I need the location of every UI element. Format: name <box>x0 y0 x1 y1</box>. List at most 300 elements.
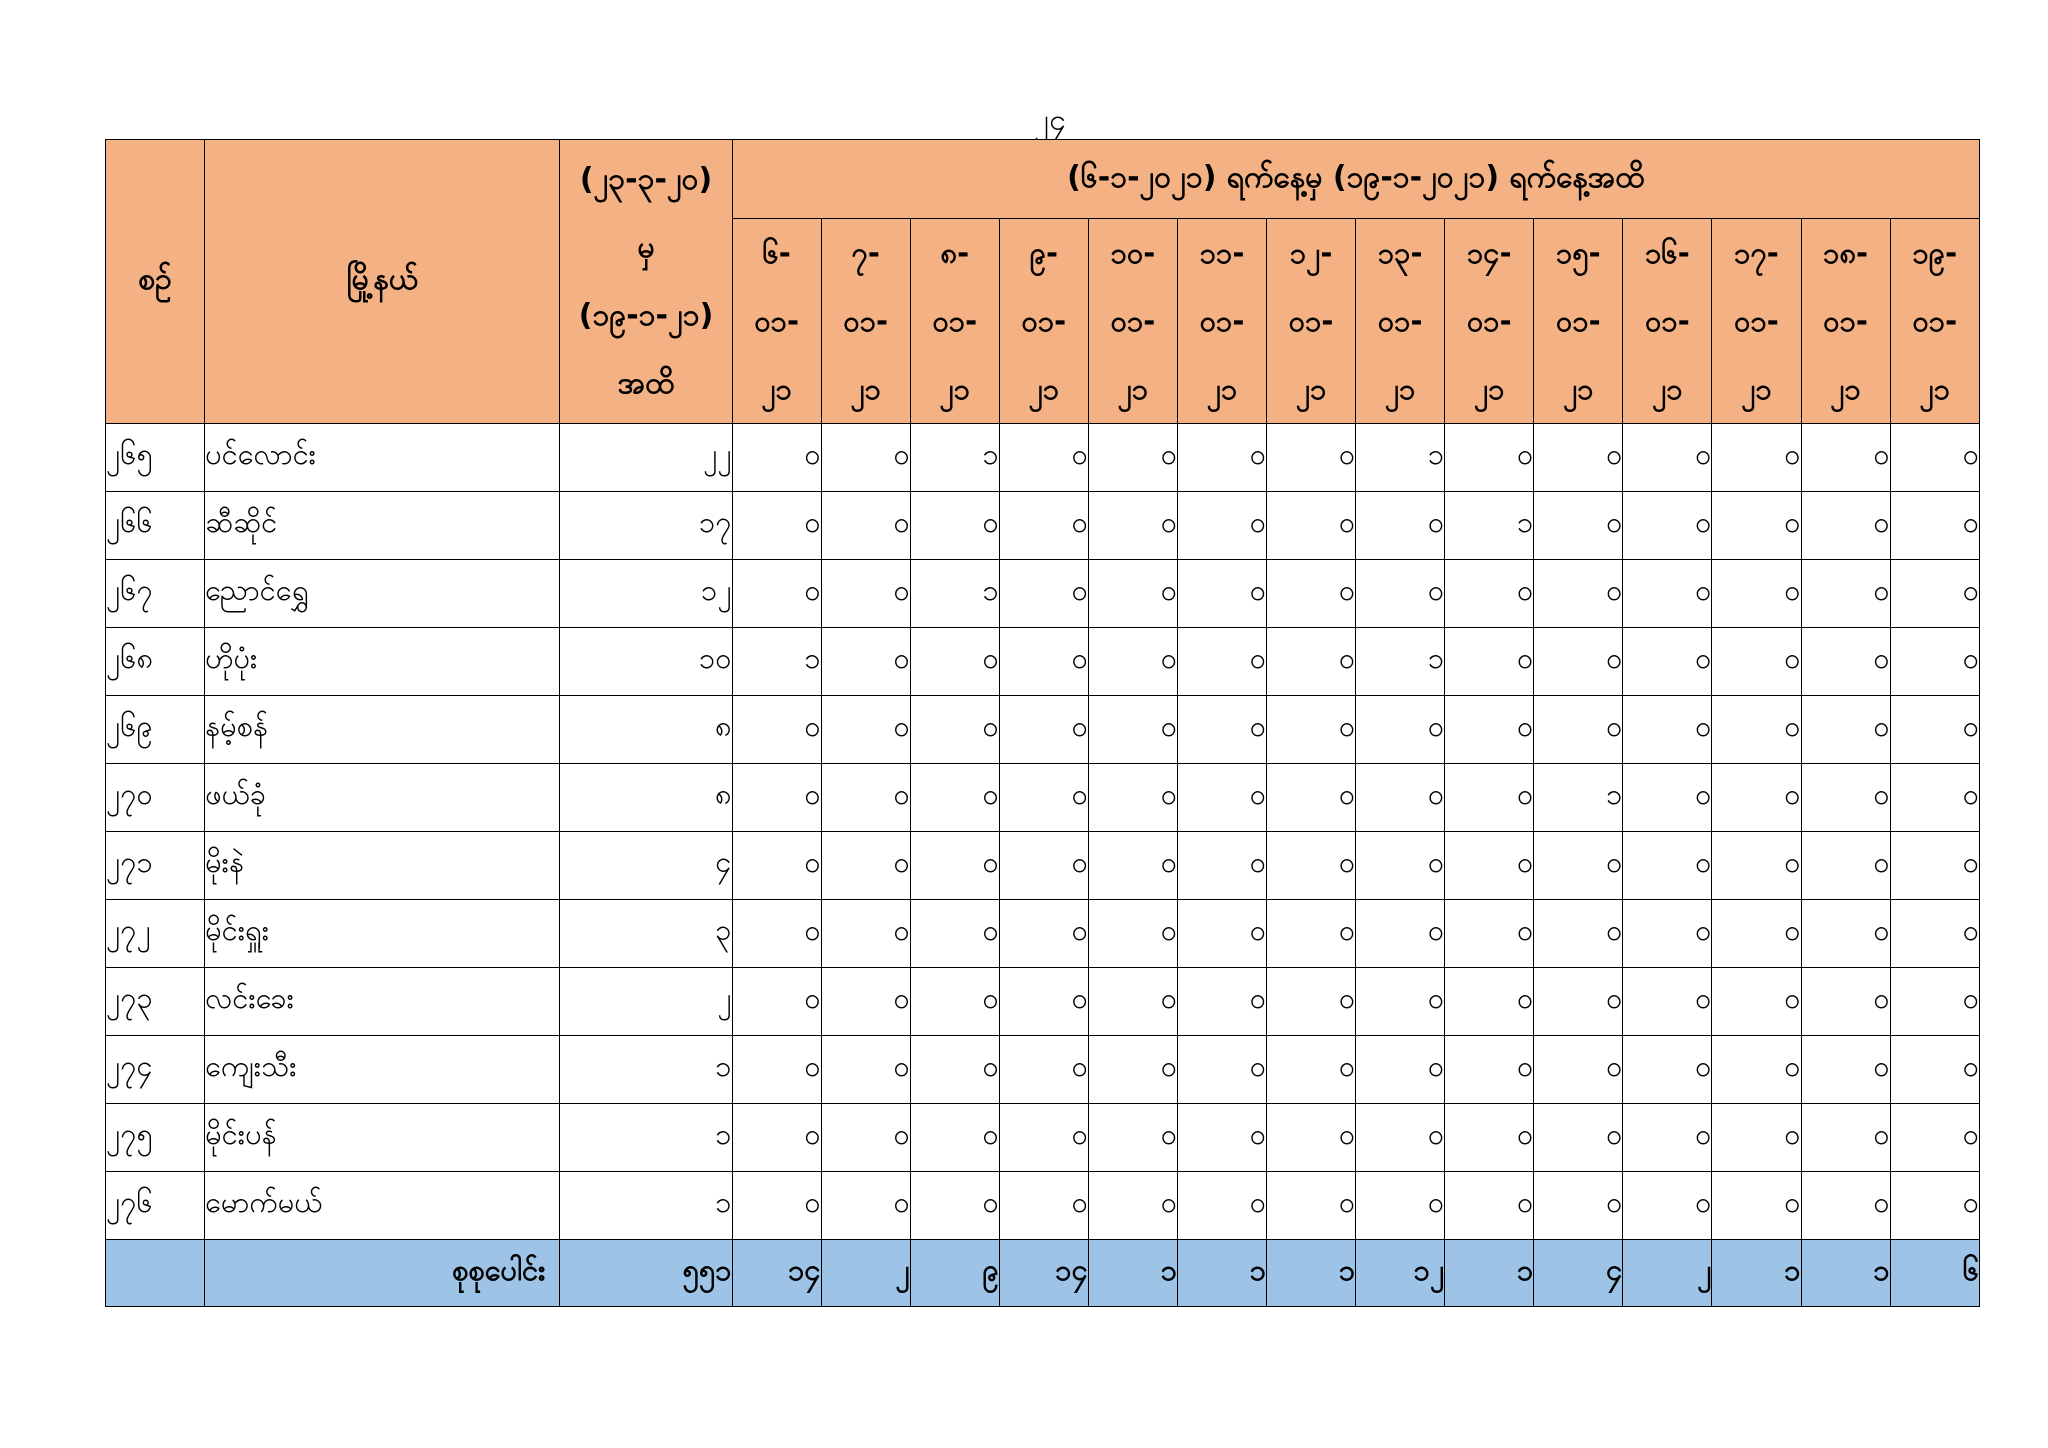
header-date-1 <box>821 219 910 424</box>
day-count-cell: ၀ <box>910 764 999 832</box>
day-count-cell: ၀ <box>821 900 910 968</box>
day-count-cell: ၀ <box>1801 1036 1890 1104</box>
day-count-cell: ၀ <box>1356 900 1445 968</box>
header-date-part: ၁၉- <box>1912 236 1958 270</box>
day-count-cell: ၀ <box>1801 492 1890 560</box>
day-count-cell: ၀ <box>1178 560 1267 628</box>
day-count-cell: ၀ <box>1534 1172 1623 1240</box>
totals-day-cell: ၁၂ <box>1356 1240 1445 1307</box>
day-count-cell: ၀ <box>999 832 1088 900</box>
day-count-cell: ၀ <box>1178 492 1267 560</box>
cumulative-cell: ၁ <box>560 1104 732 1172</box>
day-count-cell: ၀ <box>1445 1104 1534 1172</box>
header-date-part: ၂၁ <box>1295 372 1327 406</box>
header-date-part: ၀၁- <box>1556 304 1601 338</box>
header-date-part: ၀၁- <box>1466 304 1512 338</box>
day-count-cell: ၀ <box>1267 628 1356 696</box>
header-township: မြို့နယ် <box>205 140 560 424</box>
day-count-cell: ၀ <box>1801 764 1890 832</box>
day-count-cell: ၀ <box>999 1104 1088 1172</box>
day-count-cell: ၀ <box>1623 1036 1712 1104</box>
day-count-cell: ၀ <box>1445 764 1534 832</box>
serial-cell: ၂၆၉ <box>106 696 205 764</box>
day-count-cell: ၀ <box>732 1172 821 1240</box>
header-date-4 <box>1088 219 1177 424</box>
day-count-cell: ၀ <box>1445 1036 1534 1104</box>
cumulative-cell: ၂၂ <box>560 424 732 492</box>
table-row <box>106 764 1980 832</box>
day-count-cell: ၀ <box>1445 628 1534 696</box>
day-count-cell: ၀ <box>821 628 910 696</box>
table-row <box>106 628 1980 696</box>
totals-day-cell: ၁ <box>1088 1240 1177 1307</box>
header-date-part: ၀၁- <box>1199 304 1245 338</box>
township-cell: ကျေးသီး <box>205 1036 560 1104</box>
cumulative-cell: ၁၇ <box>560 492 732 560</box>
day-count-cell: ၀ <box>1445 900 1534 968</box>
header-date-7 <box>1356 219 1445 424</box>
day-count-cell: ၀ <box>1088 696 1177 764</box>
header-date-part: ၀၁- <box>1912 304 1958 338</box>
day-count-cell: ၀ <box>821 424 910 492</box>
totals-cumulative: ၅၅၁ <box>560 1240 732 1307</box>
day-count-cell: ၀ <box>1356 492 1445 560</box>
header-date-part: ၁၈- <box>1823 236 1869 270</box>
cases-table <box>105 139 1980 1307</box>
day-count-cell: ၀ <box>1178 832 1267 900</box>
header-cumulative <box>560 140 732 424</box>
day-count-cell: ၀ <box>999 560 1088 628</box>
day-count-cell: ၀ <box>1623 560 1712 628</box>
totals-day-cell: ၂ <box>821 1240 910 1307</box>
day-count-cell: ၀ <box>1534 1036 1623 1104</box>
day-count-cell: ၁ <box>1356 424 1445 492</box>
header-date-13 <box>1890 219 1979 424</box>
table-row <box>106 492 1980 560</box>
header-date-11 <box>1712 219 1801 424</box>
table-row <box>106 1104 1980 1172</box>
totals-day-cell: ၁ <box>1801 1240 1890 1307</box>
day-count-cell: ၀ <box>1534 968 1623 1036</box>
table-row <box>106 696 1980 764</box>
day-count-cell: ၀ <box>1623 832 1712 900</box>
cumulative-cell: ၁ <box>560 1172 732 1240</box>
header-date-part: ၂၁ <box>1117 372 1149 406</box>
day-count-cell: ၀ <box>732 424 821 492</box>
day-count-cell: ၀ <box>1801 696 1890 764</box>
totals-day-cell: ၉ <box>910 1240 999 1307</box>
header-date-part: ၀၁- <box>1734 304 1779 338</box>
header-date-5 <box>1178 219 1267 424</box>
header-date-part: ၉- <box>1029 236 1059 270</box>
day-count-cell: ၀ <box>821 968 910 1036</box>
header-date-part: ၀၁- <box>1110 304 1156 338</box>
day-count-cell: ၀ <box>1623 764 1712 832</box>
day-count-cell: ၀ <box>821 764 910 832</box>
day-count-cell: ၀ <box>1356 560 1445 628</box>
page-number: ၂၄ <box>1034 103 1066 138</box>
day-count-cell: ၀ <box>999 900 1088 968</box>
cumulative-cell: ၁၂ <box>560 560 732 628</box>
day-count-cell: ၀ <box>1445 424 1534 492</box>
day-count-cell: ၀ <box>999 764 1088 832</box>
day-count-cell: ၀ <box>732 492 821 560</box>
header-date-part: ၂၁ <box>761 372 792 406</box>
day-count-cell: ၀ <box>1712 560 1801 628</box>
day-count-cell: ၀ <box>999 696 1088 764</box>
day-count-cell: ၀ <box>1890 900 1979 968</box>
serial-cell: ၂၆၈ <box>106 628 205 696</box>
day-count-cell: ၀ <box>732 968 821 1036</box>
day-count-cell: ၀ <box>1534 424 1623 492</box>
day-count-cell: ၀ <box>1623 628 1712 696</box>
day-count-cell: ၀ <box>1088 628 1177 696</box>
day-count-cell: ၁ <box>910 560 999 628</box>
header-date-part: ၀၁- <box>1377 304 1423 338</box>
day-count-cell: ၀ <box>1445 696 1534 764</box>
day-count-cell: ၀ <box>1801 900 1890 968</box>
day-count-cell: ၀ <box>1267 1172 1356 1240</box>
day-count-cell: ၀ <box>821 492 910 560</box>
day-count-cell: ၀ <box>1890 764 1979 832</box>
day-count-cell: ၀ <box>1623 1104 1712 1172</box>
cumulative-cell: ၁ <box>560 1036 732 1104</box>
header-date-8 <box>1445 219 1534 424</box>
header-date-part: ၆- <box>762 236 791 270</box>
day-count-cell: ၀ <box>1534 492 1623 560</box>
cumulative-cell: ၁၀ <box>560 628 732 696</box>
header-date-part: ၂၁ <box>1206 372 1238 406</box>
day-count-cell: ၀ <box>910 492 999 560</box>
day-count-cell: ၀ <box>1088 424 1177 492</box>
serial-cell: ၂၇၄ <box>106 1036 205 1104</box>
day-count-cell: ၀ <box>1534 628 1623 696</box>
header-date-part: ၀၁- <box>1021 304 1067 338</box>
township-cell: မိုင်းပန် <box>205 1104 560 1172</box>
totals-day-cell: ၁ <box>1712 1240 1801 1307</box>
day-count-cell: ၀ <box>1712 832 1801 900</box>
day-count-cell: ၀ <box>1088 900 1177 968</box>
day-count-cell: ၀ <box>1356 1104 1445 1172</box>
header-date-part: ၂၁ <box>1919 372 1951 406</box>
day-count-cell: ၀ <box>910 900 999 968</box>
day-count-cell: ၀ <box>732 1104 821 1172</box>
header-date-9 <box>1534 219 1623 424</box>
table-row <box>106 900 1980 968</box>
serial-cell: ၂၇၀ <box>106 764 205 832</box>
header-date-6 <box>1267 219 1356 424</box>
header-date-10 <box>1623 219 1712 424</box>
table-row <box>106 560 1980 628</box>
day-count-cell: ၀ <box>910 1172 999 1240</box>
header-date-part: ၂၁ <box>1384 372 1416 406</box>
day-count-cell: ၀ <box>1801 560 1890 628</box>
header-date-part: ၁၃- <box>1377 236 1423 270</box>
day-count-cell: ၀ <box>1623 900 1712 968</box>
day-count-cell: ၀ <box>1356 696 1445 764</box>
day-count-cell: ၀ <box>821 696 910 764</box>
day-count-cell: ၀ <box>1890 492 1979 560</box>
table-row <box>106 968 1980 1036</box>
day-count-cell: ၀ <box>1178 696 1267 764</box>
township-cell: ပင်လောင်း <box>205 424 560 492</box>
day-count-cell: ၀ <box>1178 764 1267 832</box>
table-body <box>106 424 1980 1307</box>
day-count-cell: ၀ <box>1088 560 1177 628</box>
day-count-cell: ၀ <box>1623 696 1712 764</box>
township-cell: နမ့်စန် <box>205 696 560 764</box>
day-count-cell: ၀ <box>999 1172 1088 1240</box>
header-date-part: ၂၁ <box>1028 372 1060 406</box>
header-date-part: ၁၄- <box>1466 236 1512 270</box>
day-count-cell: ၀ <box>1712 628 1801 696</box>
totals-day-cell: ၁ <box>1445 1240 1534 1307</box>
day-count-cell: ၀ <box>1356 764 1445 832</box>
day-count-cell: ၀ <box>1534 560 1623 628</box>
header-date-part: ၀၁- <box>932 304 978 338</box>
day-count-cell: ၀ <box>1890 628 1979 696</box>
totals-label: စုစုပေါင်း <box>205 1240 560 1307</box>
day-count-cell: ၀ <box>732 696 821 764</box>
day-count-cell: ၀ <box>1356 1172 1445 1240</box>
day-count-cell: ၀ <box>732 1036 821 1104</box>
serial-cell: ၂၇၂ <box>106 900 205 968</box>
day-count-cell: ၀ <box>1267 424 1356 492</box>
header-date-0 <box>732 219 821 424</box>
table-row <box>106 424 1980 492</box>
header-date-part: ၂၁ <box>1563 372 1594 406</box>
day-count-cell: ၀ <box>1890 832 1979 900</box>
header-date-part: ၂၁ <box>1741 372 1772 406</box>
township-cell: မိုင်းရှူး <box>205 900 560 968</box>
day-count-cell: ၀ <box>1178 424 1267 492</box>
totals-day-cell: ၁ <box>1267 1240 1356 1307</box>
day-count-cell: ၀ <box>1712 1104 1801 1172</box>
serial-cell: ၂၇၆ <box>106 1172 205 1240</box>
township-cell: ဆီဆိုင် <box>205 492 560 560</box>
day-count-cell: ၀ <box>1267 1036 1356 1104</box>
header-date-range: (၆-၁-၂၀၂၁) ရက်နေ့မှ (၁၉-၁-၂၀၂၁) ရက်နေ့အထိ <box>732 140 1979 219</box>
day-count-cell: ၁ <box>1356 628 1445 696</box>
day-count-cell: ၀ <box>1801 1172 1890 1240</box>
day-count-cell: ၀ <box>1534 832 1623 900</box>
day-count-cell: ၀ <box>1534 900 1623 968</box>
day-count-cell: ၀ <box>1267 968 1356 1036</box>
day-count-cell: ၀ <box>1356 832 1445 900</box>
day-count-cell: ၀ <box>1712 968 1801 1036</box>
day-count-cell: ၀ <box>999 424 1088 492</box>
totals-day-cell: ၄ <box>1534 1240 1623 1307</box>
day-count-cell: ၀ <box>999 1036 1088 1104</box>
day-count-cell: ၀ <box>999 968 1088 1036</box>
day-count-cell: ၀ <box>1890 1172 1979 1240</box>
township-cell: ဖယ်ခုံ <box>205 764 560 832</box>
cumulative-cell: ၈ <box>560 764 732 832</box>
day-count-cell: ၀ <box>1623 492 1712 560</box>
day-count-cell: ၀ <box>1890 968 1979 1036</box>
day-count-cell: ၀ <box>821 560 910 628</box>
township-cell: လင်းခေး <box>205 968 560 1036</box>
day-count-cell: ၁ <box>732 628 821 696</box>
day-count-cell: ၀ <box>821 1172 910 1240</box>
township-cell: မိုးနဲ <box>205 832 560 900</box>
day-count-cell: ၀ <box>910 628 999 696</box>
day-count-cell: ၀ <box>821 832 910 900</box>
cumulative-cell: ၄ <box>560 832 732 900</box>
cumulative-cell: ၈ <box>560 696 732 764</box>
header-date-3 <box>999 219 1088 424</box>
serial-cell: ၂၆၇ <box>106 560 205 628</box>
totals-empty-cell <box>106 1240 205 1307</box>
totals-day-cell: ၆ <box>1890 1240 1979 1307</box>
day-count-cell: ၀ <box>1178 1036 1267 1104</box>
day-count-cell: ၀ <box>1890 1104 1979 1172</box>
header-date-12 <box>1801 219 1890 424</box>
header-date-part: ၁၅- <box>1556 236 1601 270</box>
day-count-cell: ၀ <box>999 492 1088 560</box>
header-cumulative-line2: မှ <box>637 229 655 265</box>
day-count-cell: ၀ <box>1088 492 1177 560</box>
day-count-cell: ၀ <box>821 1104 910 1172</box>
header-date-part: ၀၁- <box>1288 304 1334 338</box>
header-date-part: ၂၁ <box>1830 372 1861 406</box>
township-cell: ဟိုပုံး <box>205 628 560 696</box>
day-count-cell: ၀ <box>1178 968 1267 1036</box>
day-count-cell: ၁ <box>1445 492 1534 560</box>
table-row <box>106 832 1980 900</box>
header-date-part: ၂၁ <box>1652 372 1683 406</box>
day-count-cell: ၀ <box>999 628 1088 696</box>
day-count-cell: ၀ <box>1712 696 1801 764</box>
day-count-cell: ၀ <box>732 900 821 968</box>
header-cumulative-line4: အထိ <box>617 365 675 401</box>
table-header <box>106 140 1980 424</box>
day-count-cell: ၀ <box>1712 492 1801 560</box>
day-count-cell: ၀ <box>1445 832 1534 900</box>
header-serial: စဉ် <box>106 140 205 424</box>
day-count-cell: ၀ <box>1178 1104 1267 1172</box>
totals-day-cell: ၁၄ <box>999 1240 1088 1307</box>
header-date-part: ၀၁- <box>754 304 799 338</box>
header-date-part: ၇- <box>851 236 880 270</box>
header-date-part: ၂၁ <box>1473 372 1505 406</box>
serial-cell: ၂၇၁ <box>106 832 205 900</box>
totals-day-cell: ၁၄ <box>732 1240 821 1307</box>
day-count-cell: ၀ <box>732 832 821 900</box>
day-count-cell: ၀ <box>1267 560 1356 628</box>
day-count-cell: ၀ <box>1267 900 1356 968</box>
day-count-cell: ၀ <box>1178 900 1267 968</box>
day-count-cell: ၀ <box>1801 628 1890 696</box>
header-date-2 <box>910 219 999 424</box>
day-count-cell: ၀ <box>1356 1036 1445 1104</box>
day-count-cell: ၀ <box>1267 492 1356 560</box>
day-count-cell: ၀ <box>1623 424 1712 492</box>
day-count-cell: ၀ <box>1801 424 1890 492</box>
day-count-cell: ၀ <box>1801 1104 1890 1172</box>
day-count-cell: ၀ <box>1712 1172 1801 1240</box>
header-date-part: ၀၁- <box>843 304 889 338</box>
day-count-cell: ၀ <box>1267 1104 1356 1172</box>
serial-cell: ၂၆၆ <box>106 492 205 560</box>
header-date-part: ၂၁ <box>850 372 881 406</box>
day-count-cell: ၀ <box>732 560 821 628</box>
day-count-cell: ၀ <box>1534 1104 1623 1172</box>
day-count-cell: ၀ <box>1267 832 1356 900</box>
township-cell: ညောင်ရွှေ <box>205 560 560 628</box>
day-count-cell: ၁ <box>910 424 999 492</box>
header-row-top <box>106 140 1980 219</box>
day-count-cell: ၀ <box>1801 832 1890 900</box>
header-date-part: ၁၁- <box>1199 236 1245 270</box>
serial-cell: ၂၇၃ <box>106 968 205 1036</box>
header-date-part: ၁၀- <box>1110 236 1156 270</box>
header-date-part: ၂၁ <box>939 372 971 406</box>
day-count-cell: ၀ <box>1088 968 1177 1036</box>
day-count-cell: ၀ <box>1712 764 1801 832</box>
day-count-cell: ၀ <box>910 1036 999 1104</box>
day-count-cell: ၀ <box>1712 424 1801 492</box>
day-count-cell: ၀ <box>1445 968 1534 1036</box>
day-count-cell: ၀ <box>821 1036 910 1104</box>
day-count-cell: ၀ <box>1267 696 1356 764</box>
day-count-cell: ၀ <box>1088 764 1177 832</box>
header-date-part: ၁၆- <box>1645 236 1690 270</box>
day-count-cell: ၀ <box>910 832 999 900</box>
day-count-cell: ၀ <box>1088 832 1177 900</box>
day-count-cell: ၀ <box>1445 1172 1534 1240</box>
day-count-cell: ၀ <box>1890 696 1979 764</box>
day-count-cell: ၀ <box>910 696 999 764</box>
day-count-cell: ၀ <box>732 764 821 832</box>
table-row <box>106 1172 1980 1240</box>
cumulative-cell: ၂ <box>560 968 732 1036</box>
table-row <box>106 1036 1980 1104</box>
header-date-part: ၀၁- <box>1645 304 1690 338</box>
day-count-cell: ၀ <box>1623 968 1712 1036</box>
totals-day-cell: ၁ <box>1178 1240 1267 1307</box>
header-cumulative-line1: (၂၃-၃-၂၀) <box>579 161 713 197</box>
day-count-cell: ၀ <box>1890 1036 1979 1104</box>
header-date-part: ၈- <box>940 236 970 270</box>
day-count-cell: ၀ <box>1088 1172 1177 1240</box>
day-count-cell: ၀ <box>1890 424 1979 492</box>
day-count-cell: ၀ <box>1088 1036 1177 1104</box>
header-date-part: ၁၇- <box>1734 236 1779 270</box>
day-count-cell: ၀ <box>1712 900 1801 968</box>
day-count-cell: ၀ <box>1356 968 1445 1036</box>
totals-day-cell: ၂ <box>1623 1240 1712 1307</box>
header-cumulative-line3: (၁၉-၁-၂၁) <box>578 297 714 333</box>
serial-cell: ၂၆၅ <box>106 424 205 492</box>
day-count-cell: ၀ <box>1534 696 1623 764</box>
totals-row <box>106 1240 1980 1307</box>
day-count-cell: ၀ <box>1267 764 1356 832</box>
day-count-cell: ၀ <box>1445 560 1534 628</box>
day-count-cell: ၀ <box>910 968 999 1036</box>
header-date-part: ၀၁- <box>1823 304 1868 338</box>
day-count-cell: ၀ <box>1712 1036 1801 1104</box>
day-count-cell: ၀ <box>1178 1172 1267 1240</box>
serial-cell: ၂၇၅ <box>106 1104 205 1172</box>
day-count-cell: ၁ <box>1534 764 1623 832</box>
day-count-cell: ၀ <box>910 1104 999 1172</box>
header-date-part: ၁၂- <box>1289 236 1333 270</box>
township-cell: မောက်မယ် <box>205 1172 560 1240</box>
day-count-cell: ၀ <box>1801 968 1890 1036</box>
day-count-cell: ၀ <box>1178 628 1267 696</box>
day-count-cell: ၀ <box>1890 560 1979 628</box>
